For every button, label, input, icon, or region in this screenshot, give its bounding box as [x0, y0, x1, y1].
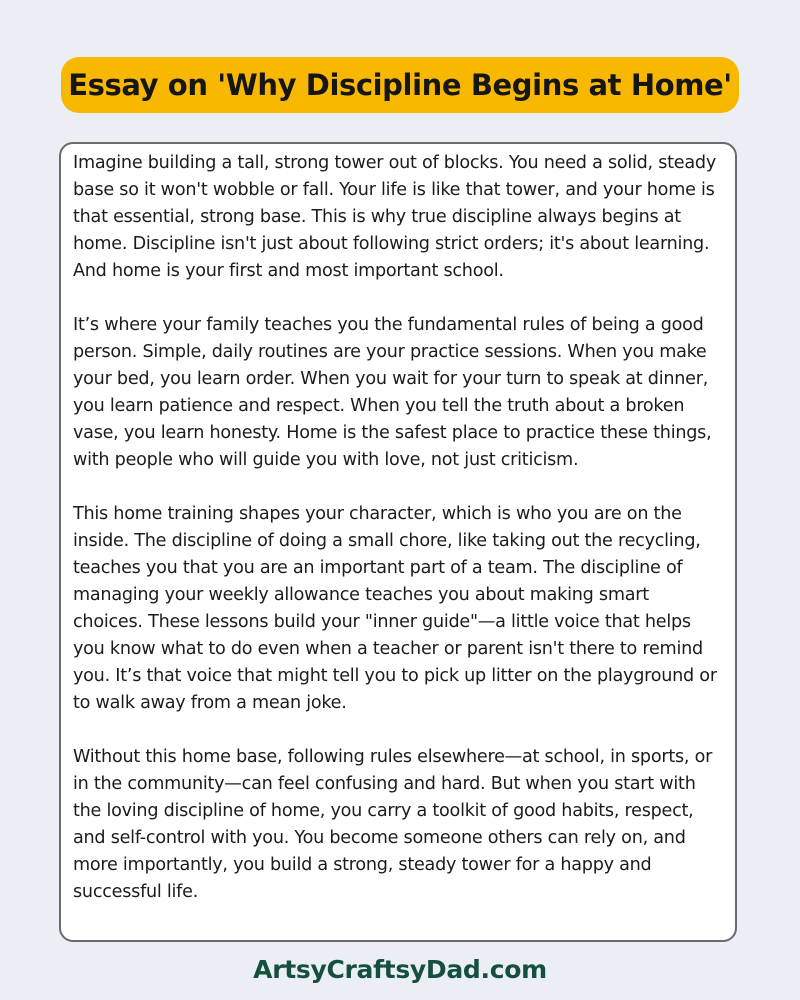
essay-paragraph-3: This home training shapes your character, which is who you are on the inside. The discipline of doing a small chore, like taking out the recycling, teaches you that you are an important part of a team. The discipline of managing your weekly allowance teaches you about making smart choices. These lessons build your "inner guide"—a little voice that helps you know what to do even when a teacher or parent isn't there to remind you. It’s that voice that might tell you to pick up litter on the playground or to walk away from a mean joke. — [73, 504, 717, 713]
essay-paragraph-1: Imagine building a tall, strong tower out of blocks. You need a solid, steady base so it won't wobble or fall. Your life is like that tower, and your home is that essential, strong base. This is why true discipline always begins at home. Discipline isn't just about following strict orders; it's about learning. And home is your first and most important school. — [73, 153, 716, 281]
essay-paragraph-4: Without this home base, following rules elsewhere—at school, in sports, or in the community—can feel confusing and hard. But when you start with the loving discipline of home, you carry a toolkit of good habits, respect, and self-control with you. You become someone others can rely on, and more importantly, you build a strong, steady tower for a happy and successful life. — [73, 747, 713, 902]
footer-website: ArtsyCraftsyDad.com — [253, 955, 547, 984]
essay-box — [59, 142, 737, 942]
page-title: Essay on 'Why Discipline Begins at Home' — [68, 68, 732, 102]
essay-paragraph-2: It’s where your family teaches you the fundamental rules of being a good person. Simple, daily routines are your practice sessions. When you make your bed, you learn order. When you wait for your turn to speak at dinner, you learn patience and respect. When you tell the truth about a broken vase, you learn honesty. Home is the safest place to practice these things, with people who will guide you with love, not just criticism. — [73, 315, 712, 470]
title-banner — [61, 57, 739, 113]
